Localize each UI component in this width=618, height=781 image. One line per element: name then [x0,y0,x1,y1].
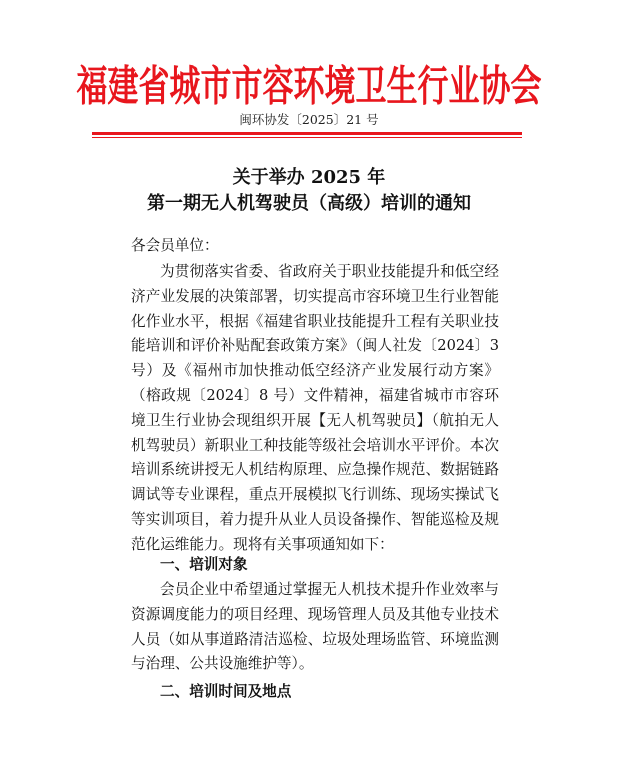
section-heading-time-location: 二、培训时间及地点 [160,683,292,700]
document-title-line-1: 关于举办 2025 年 [232,167,386,188]
salutation: 各会员单位： [131,237,219,254]
letterhead-rule-thin [92,137,522,138]
section-heading-training-target: 一、培训对象 [160,556,248,573]
organization-letterhead: 福建省城市市容环境卫生行业协会 [76,62,542,112]
document-title-line-2: 第一期无人机驾驶员（高级）培训的通知 [147,193,471,214]
letterhead-rule-thick [92,132,522,135]
training-target-paragraph: 会员企业中希望通过掌握无人机技术提升作业效率与资源调度能力的项目经理、现场管理人员及其他专业技术人员（如从事道路清洁巡检、垃圾处理场监管、环境监测与治理、公共设施维护等）。 [131,581,499,673]
document-number: 闽环协发〔2025〕21 号 [239,112,379,127]
intro-paragraph: 为贯彻落实省委、省政府关于职业技能提升和低空经济产业发展的决策部署，切实提高市容环境卫生行业智能化作业水平，根据《福建省职业技能提升工程有关职业技能培训和评价补贴配套政策方案》（闽人社发〔2024〕3 号）及《福州市加快推动低空经济产业发展行动方案》（榕政规〔2024〕8 号）文件精神，福建省城市市容环境卫生行业协会现组织开展【无人机驾驶员】（航拍无人机驾驶员）新职业工种技能等级社会培训水平评价。本次培训系统讲授无人机结构原理、应急操作规范、数据链路调试等专业课程，重点开展模拟飞行训练、现场实操试飞等实训项目，着力提升从业人员设备操作、智能巡检及规范化运维能力。现将有关事项通知如下： [131,263,499,553]
